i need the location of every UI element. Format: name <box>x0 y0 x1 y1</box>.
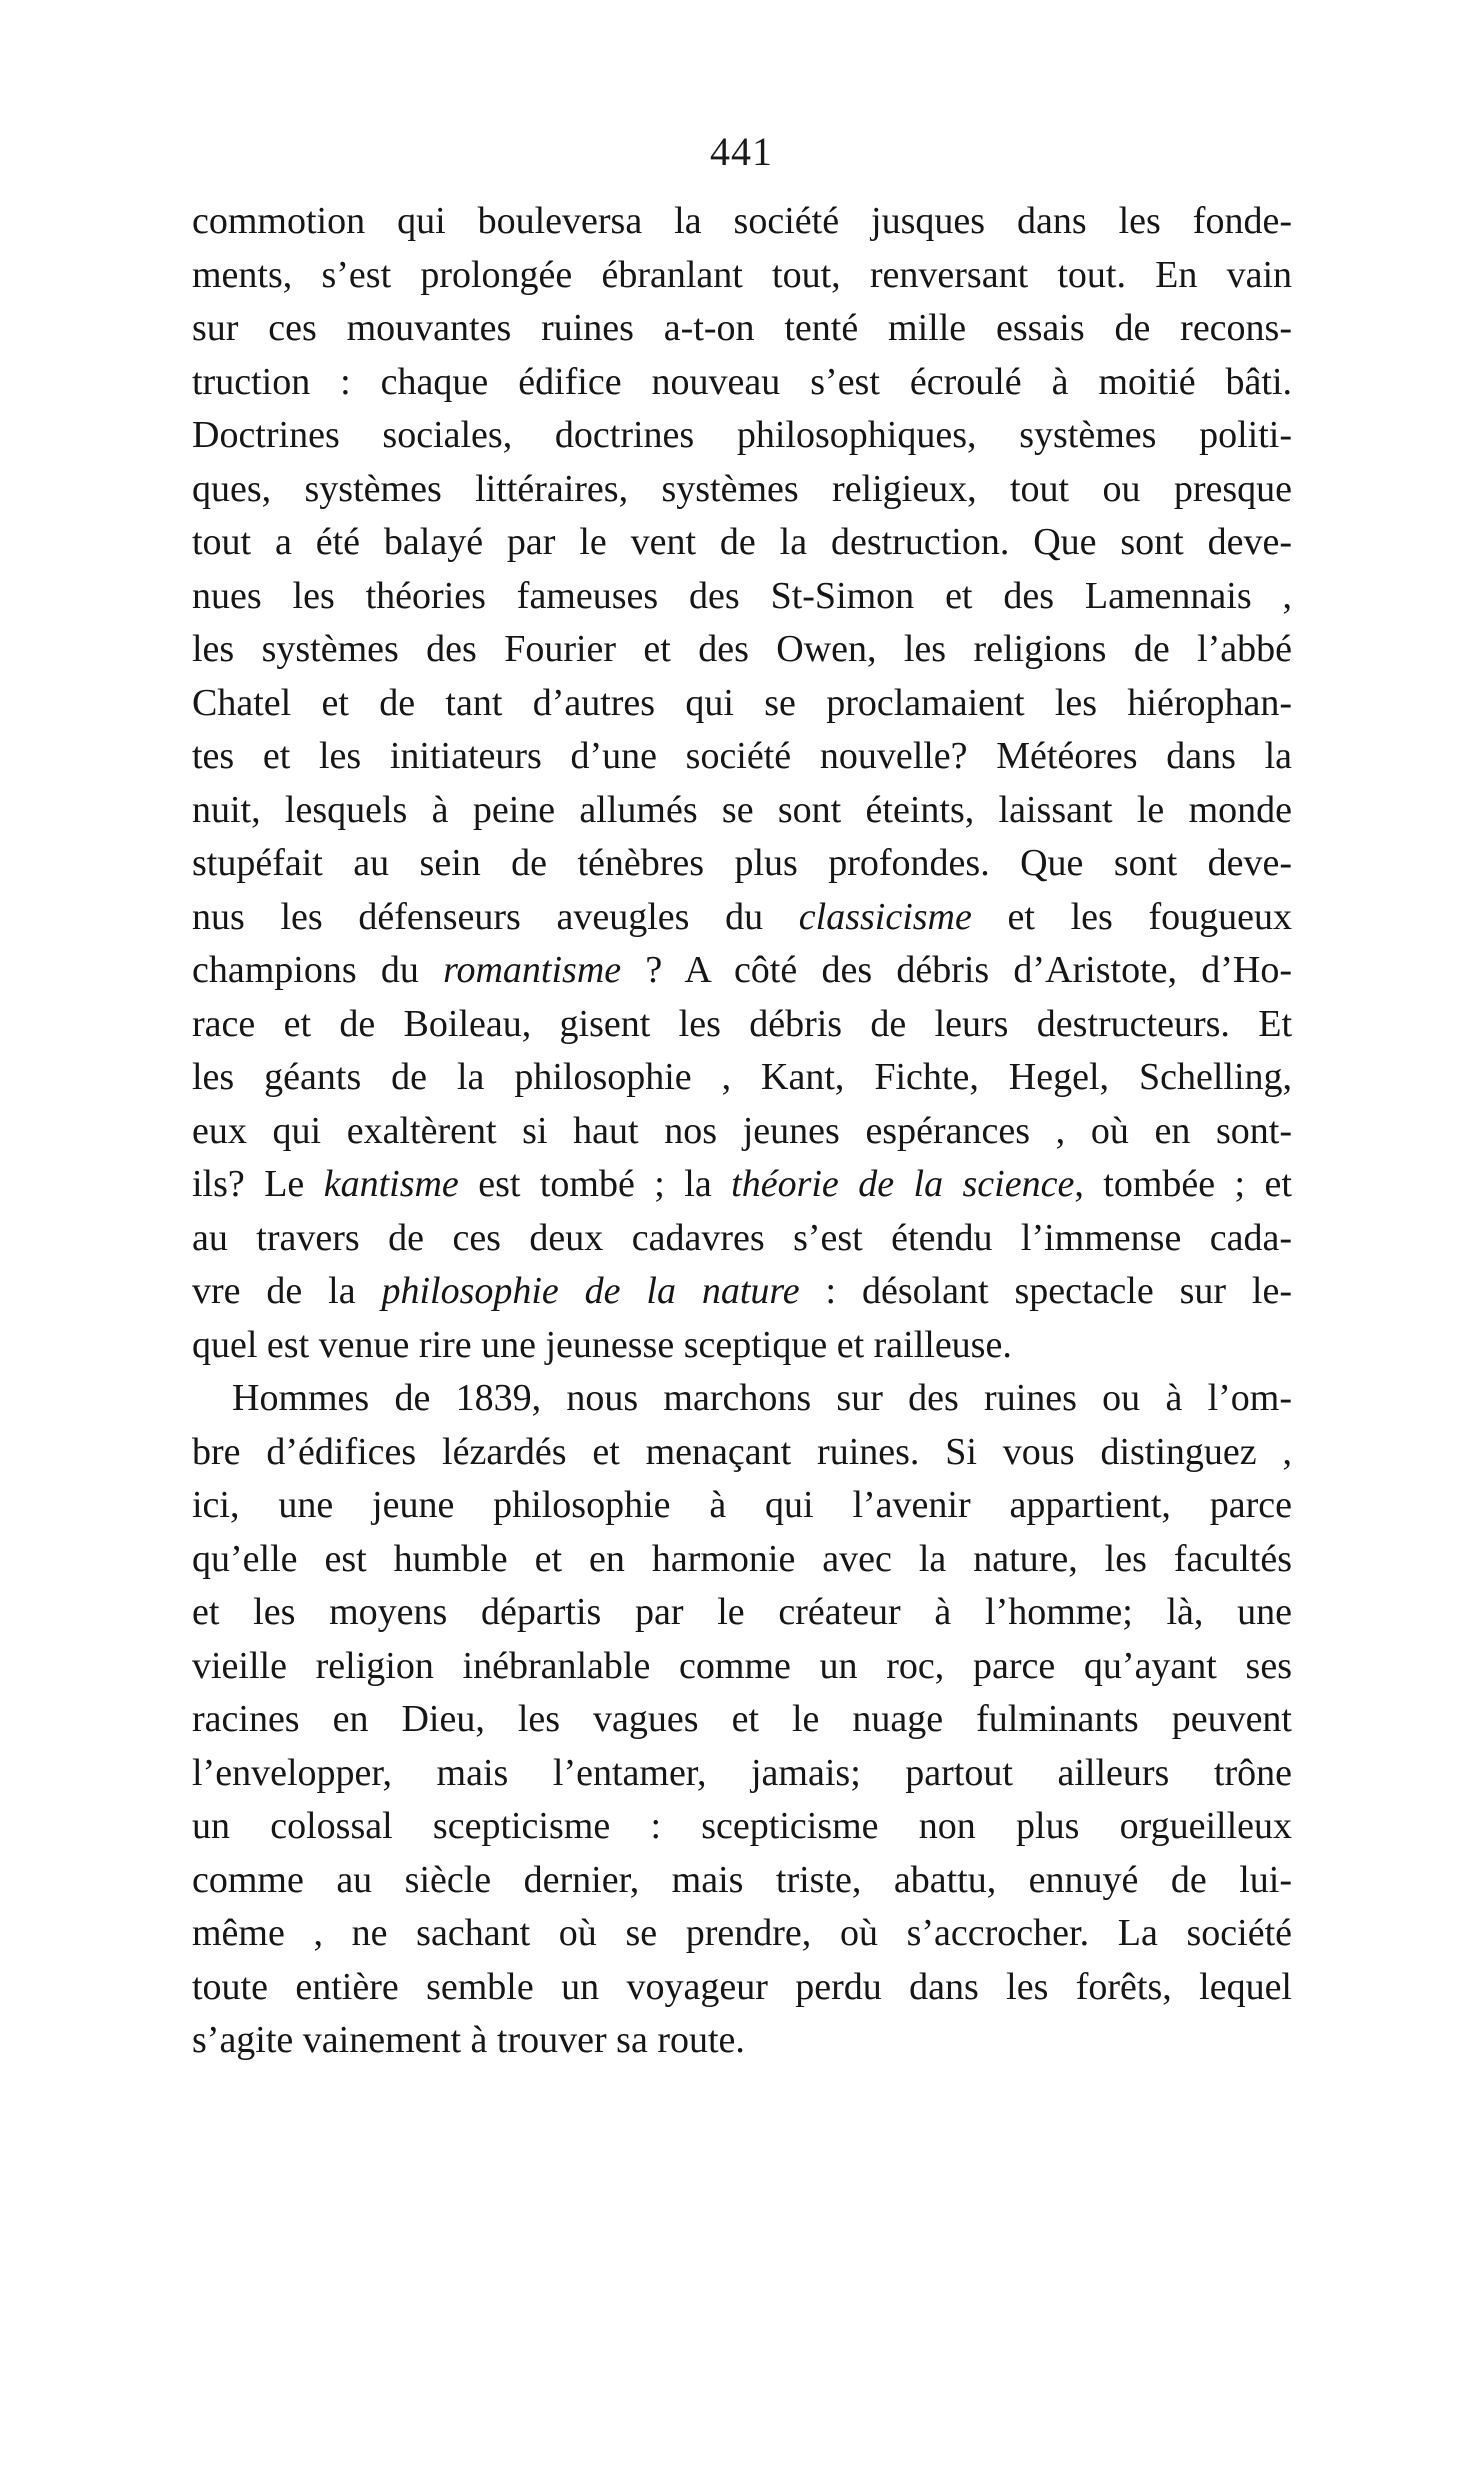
text-line <box>192 1693 1292 1747</box>
text-segment: ils? Le <box>192 1163 324 1205</box>
page-number: 441 <box>710 129 773 174</box>
text-segment: ici, une jeune philosophie à qui l’avenir appartient, parce <box>192 1484 1292 1526</box>
text-segment: ments, s’est prolongée ébranlant tout, renversant tout. En vain <box>192 253 1292 296</box>
text-line <box>192 1426 1292 1480</box>
text-line <box>192 1533 1292 1587</box>
text-line <box>192 195 1292 249</box>
text-segment: nuit, lesquels à peine allumés se sont éteints, laissant le monde <box>192 788 1292 831</box>
text-segment: truction : chaque édifice nouveau s’est écroulé à moitié bâti. <box>192 360 1292 403</box>
text-line <box>192 1372 1292 1426</box>
italic-text: romantisme <box>443 949 622 991</box>
text-segment: toute entière semble un voyageur perdu dans les forêts, lequel <box>192 1965 1292 2008</box>
text-segment: nus les défenseurs aveugles du <box>192 895 799 938</box>
text-line <box>192 302 1292 356</box>
text-segment: stupéfait au sein de ténèbres plus profondes. Que sont deve- <box>192 842 1292 884</box>
text-segment: comme au siècle dernier, mais triste, abattu, ennuyé de lui- <box>192 1858 1292 1901</box>
text-line <box>192 1158 1292 1212</box>
text-line <box>192 356 1292 410</box>
text-segment: race et de Boileau, gisent les débris de leurs destructeurs. Et <box>192 1002 1292 1045</box>
text-line <box>192 1265 1292 1319</box>
text-line <box>192 1212 1292 1266</box>
text-line <box>192 463 1292 517</box>
text-line <box>192 1479 1292 1533</box>
text-line <box>192 837 1292 891</box>
text-segment: eux qui exaltèrent si haut nos jeunes espérances , où en sont- <box>192 1109 1292 1152</box>
text-line <box>192 677 1292 731</box>
text-segment: et les moyens départis par le créateur à l’homme; là, une <box>192 1591 1292 1633</box>
text-segment: s’agite vainement à trouver sa route. <box>192 2019 745 2061</box>
text-segment: quel est venue rire une jeunesse sceptique et railleuse. <box>192 1323 1012 1366</box>
text-line <box>192 1640 1292 1694</box>
text-line <box>192 1051 1292 1105</box>
text-segment: les systèmes des Fourier et des Owen, les religions de l’abbé <box>192 628 1292 670</box>
text-segment: sur ces mouvantes ruines a-t-on tenté mille essais de recons- <box>192 307 1292 349</box>
text-segment: et les fougueux <box>971 895 1292 938</box>
text-segment: commotion qui bouleversa la société jusques dans les fonde- <box>192 200 1292 242</box>
text-segment: un colossal scepticisme : scepticisme non plus orgueilleux <box>192 1805 1292 1847</box>
text-line <box>192 730 1292 784</box>
text-segment: ? A côté des débris d’Aristote, d’Ho- <box>621 949 1292 991</box>
text-segment: tout a été balayé par le vent de la destruction. Que sont deve- <box>192 521 1292 563</box>
text-line <box>192 1907 1292 1961</box>
text-line <box>192 784 1292 838</box>
text-line <box>192 998 1292 1052</box>
text-segment: , tombée ; et <box>1074 1163 1292 1205</box>
text-segment: les géants de la philosophie , Kant, Fichte, Hegel, Schelling, <box>192 1056 1292 1098</box>
text-segment: vieille religion inébranlable comme un roc, parce qu’ayant ses <box>192 1644 1292 1687</box>
italic-text: kantisme <box>323 1163 459 1205</box>
body-text <box>192 195 1292 2068</box>
text-line <box>192 1961 1292 2015</box>
italic-text: philosophie de la nature <box>381 1270 800 1312</box>
text-segment: bre d’édifices lézardés et menaçant ruines. Si vous distinguez , <box>192 1430 1292 1473</box>
text-line <box>192 1854 1292 1908</box>
text-segment: l’envelopper, mais l’entamer, jamais; partout ailleurs trône <box>192 1751 1292 1794</box>
text-line <box>192 2014 1292 2068</box>
text-segment: Hommes de 1839, nous marchons sur des ruines ou à l’om- <box>232 1377 1292 1419</box>
italic-text: classicisme <box>798 895 972 938</box>
text-segment: ques, systèmes littéraires, systèmes religieux, tout ou presque <box>192 467 1292 510</box>
text-segment: tes et les initiateurs d’une société nouvelle? Météores dans la <box>192 735 1292 777</box>
text-line <box>192 570 1292 624</box>
text-segment: champions du <box>192 949 444 991</box>
text-line <box>192 409 1292 463</box>
text-segment: racines en Dieu, les vagues et le nuage fulminants peuvent <box>192 1698 1292 1740</box>
paragraph <box>192 1372 1292 2068</box>
paragraph <box>192 195 1292 1372</box>
text-segment: est tombé ; la <box>458 1163 732 1205</box>
text-line <box>192 516 1292 570</box>
text-segment: au travers de ces deux cadavres s’est étendu l’immense cada- <box>192 1216 1292 1259</box>
text-line <box>192 1800 1292 1854</box>
text-segment: Doctrines sociales, doctrines philosophiques, systèmes politi- <box>192 414 1292 456</box>
text-segment: même , ne sachant où se prendre, où s’accrocher. La société <box>192 1912 1292 1954</box>
text-line <box>192 944 1292 998</box>
text-line <box>192 891 1292 945</box>
italic-text: théorie de la science <box>731 1163 1075 1205</box>
text-segment: nues les théories fameuses des St-Simon et des Lamennais , <box>192 574 1292 617</box>
text-line <box>192 1747 1292 1801</box>
text-line <box>192 623 1292 677</box>
text-segment: : désolant spectacle sur le- <box>799 1270 1293 1312</box>
text-line <box>192 1319 1292 1373</box>
text-segment: qu’elle est humble et en harmonie avec la nature, les facultés <box>192 1537 1292 1580</box>
text-line <box>192 1586 1292 1640</box>
text-segment: Chatel et de tant d’autres qui se proclamaient les hiérophan- <box>192 681 1292 724</box>
text-segment: vre de la <box>192 1270 382 1312</box>
text-line <box>192 249 1292 303</box>
text-line <box>192 1105 1292 1159</box>
